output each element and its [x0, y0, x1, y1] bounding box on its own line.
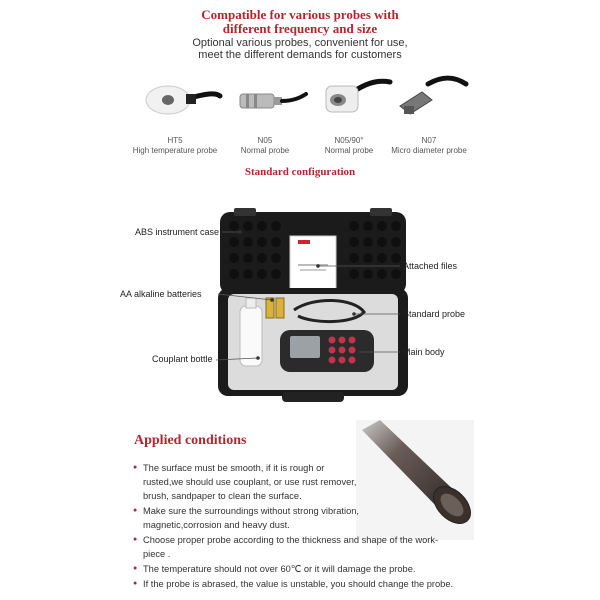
probe-code: N05 — [257, 136, 273, 145]
condition-line: Choose proper probe according to the thickness and shape of the work- — [143, 535, 439, 545]
applied-conditions-heading: Applied conditions — [134, 433, 247, 448]
condition-line: The temperature should not over 60℃ or it will damage the probe. — [143, 564, 416, 574]
probe-desc: Micro diameter probe — [391, 146, 467, 155]
label-standard-probe: Standard probe — [403, 309, 466, 319]
label-batteries: AA alkaline batteries — [120, 289, 202, 299]
probe-code: N05/90° — [334, 136, 364, 145]
probe-code: N07 — [421, 136, 437, 145]
label-abs-case: ABS instrument case — [135, 227, 220, 237]
title-line-2: different frequency and size — [222, 21, 378, 36]
condition-item — [133, 504, 483, 532]
probe-code: HT5 — [167, 136, 183, 145]
label-couplant: Couplant bottle — [152, 354, 213, 364]
condition-line: Make sure the surroundings without strong vibration, — [143, 506, 360, 516]
condition-line: piece . — [143, 549, 171, 559]
applied-conditions-list — [133, 461, 483, 592]
title-line-1: Compatible for various probes with — [201, 7, 399, 22]
condition-line: If the probe is abrased, the value is unstable, you should change the probe. — [143, 579, 454, 589]
condition-item — [133, 461, 483, 503]
probe-desc: Normal probe — [324, 146, 374, 155]
condition-item — [133, 562, 483, 576]
label-main-body: Main body — [403, 347, 445, 357]
condition-line: rusted,we should use couplant, or use rust remover, — [143, 477, 357, 487]
condition-line: magnetic,corrosion and heavy dust. — [143, 520, 290, 530]
label-attached-files: Attached files — [403, 261, 458, 271]
condition-line: The surface must be smooth, if it is rough or — [143, 463, 325, 473]
standard-config-heading: Standard configuration — [244, 166, 356, 178]
condition-line: brush, sandpaper to clean the surface. — [143, 491, 302, 501]
subtitle-line-1: Optional various probes, convenient for use, — [192, 37, 408, 49]
condition-item — [133, 577, 483, 591]
probe-desc: High temperature probe — [132, 146, 218, 155]
probe-desc: Normal probe — [240, 146, 290, 155]
condition-item — [133, 533, 483, 561]
subtitle-line-2: meet the different demands for customers — [198, 49, 402, 61]
